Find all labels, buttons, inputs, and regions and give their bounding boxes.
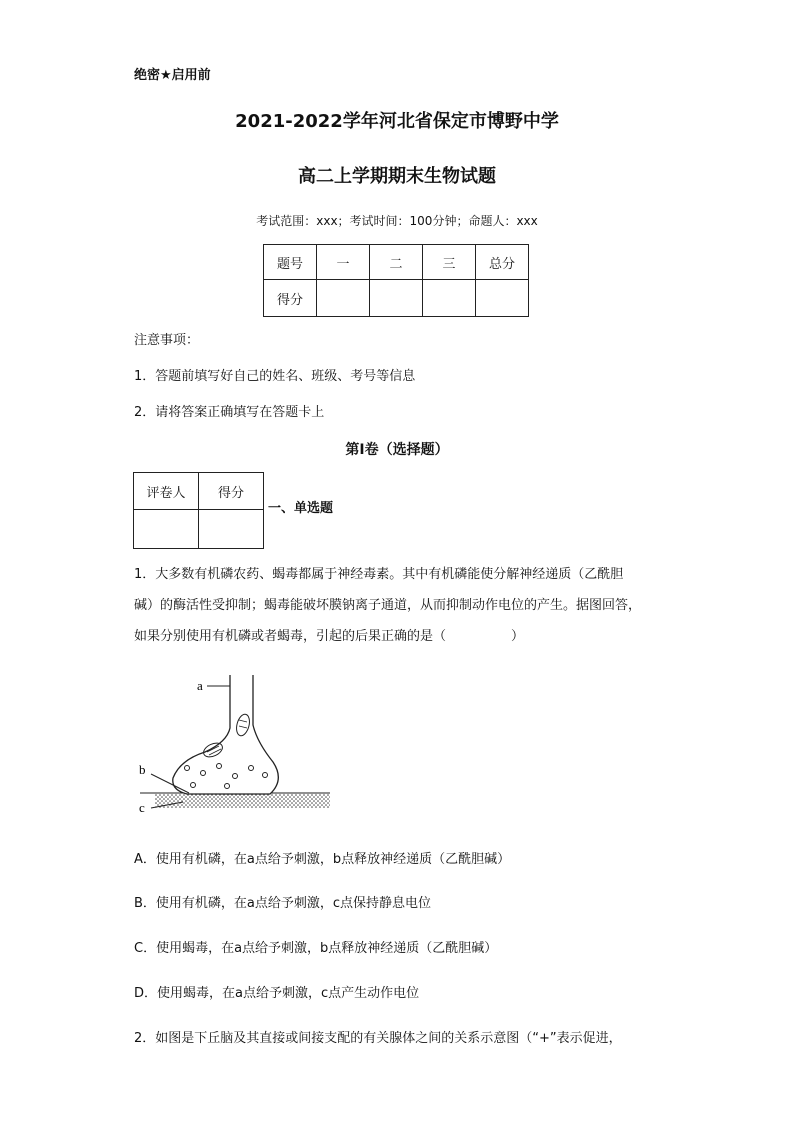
score-header-cell: 三	[423, 245, 476, 280]
exam-info: 考试范围：xxx；考试时间：100分钟；命题人：xxx	[256, 214, 538, 228]
notes-title: 注意事项：	[134, 333, 200, 348]
exam-title-line1: 2021-2022学年河北省保定市博野中学	[235, 111, 559, 132]
option-b: B．使用有机磷，在a点给予刺激，c点保持静息电位	[134, 896, 432, 911]
question1-stem-line: 如果分别使用有机磷或者蝎毒，引起的后果正确的是（ ）	[134, 629, 525, 644]
note-item: 1．答题前填写好自己的姓名、班级、考号等信息	[134, 369, 416, 384]
score-header-cell: 总分	[476, 245, 529, 280]
label-a: a	[197, 678, 203, 693]
label-c: c	[139, 800, 145, 815]
label-b: b	[139, 762, 146, 777]
score-cell	[423, 280, 476, 317]
section-title: 第I卷（选择题）	[345, 442, 449, 458]
grader-table	[133, 472, 264, 549]
postsynaptic-membrane	[155, 794, 330, 808]
score-table	[263, 244, 529, 317]
question2-stem: 2．如图是下丘脑及其直接或间接支配的有关腺体之间的关系示意图（“+”表示促进，	[134, 1031, 622, 1046]
question1-stem-line: 1．大多数有机磷农药、蝎毒都属于神经毒素。其中有机磷能使分解神经递质（乙酰胆	[134, 567, 624, 582]
grader-cell	[134, 510, 199, 549]
grader-header-cell: 评卷人	[134, 473, 199, 510]
question-type: 一、单选题	[268, 501, 334, 516]
score-cell	[370, 280, 423, 317]
score-cell	[476, 280, 529, 317]
secret-mark: 绝密★启用前	[134, 68, 211, 83]
grader-cell	[199, 510, 264, 549]
option-c: C．使用蝎毒，在a点给予刺激，b点释放神经递质（乙酰胆碱）	[134, 941, 498, 956]
grader-header-cell: 得分	[199, 473, 264, 510]
question1-stem	[134, 559, 666, 652]
synapse-figure	[135, 670, 335, 820]
note-item: 2．请将答案正确填写在答题卡上	[134, 405, 325, 420]
question1-stem-line: 碱）的酶活性受抑制；蝎毒能破坏膜钠离子通道，从而抑制动作电位的产生。据图回答，	[134, 598, 642, 613]
score-row-label: 得分	[264, 280, 317, 317]
option-d: D．使用蝎毒，在a点给予刺激，c点产生动作电位	[134, 986, 420, 1001]
option-a: A．使用有机磷，在a点给予刺激，b点释放神经递质（乙酰胆碱）	[134, 852, 511, 867]
score-cell	[317, 280, 370, 317]
exam-title-line2: 高二上学期期末生物试题	[298, 166, 496, 187]
score-header-cell: 二	[370, 245, 423, 280]
score-header-cell: 一	[317, 245, 370, 280]
score-header-cell: 题号	[264, 245, 317, 280]
